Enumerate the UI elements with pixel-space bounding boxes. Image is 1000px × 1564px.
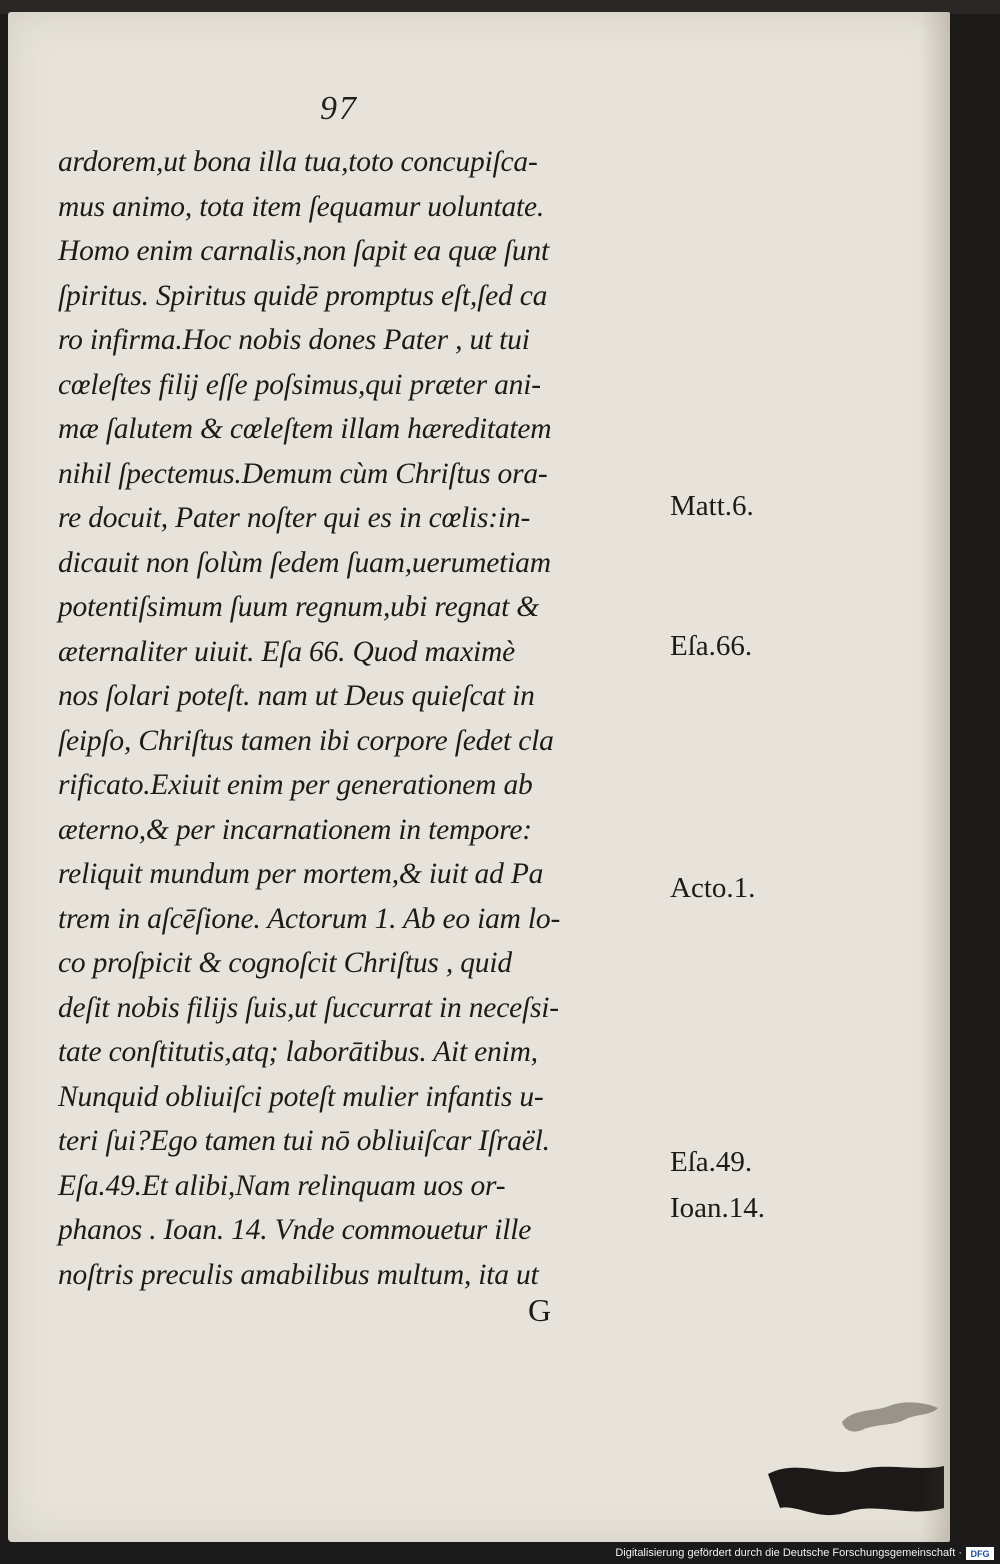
text-line: potentiſsimum ſuum regnum,ubi regnat & [58, 591, 540, 623]
text-line: ſeipſo, Chriſtus tamen ibi corpore ſedet cla [58, 724, 554, 757]
margin-note: Eſa.49. [670, 1146, 753, 1178]
signature-mark: G [528, 1292, 552, 1328]
dfg-logo-text: DFG [970, 1549, 990, 1559]
text-line: deſit nobis filijs ſuis,ut ſuccurrat in neceſsi- [58, 991, 559, 1024]
text-line: æterno,& per incarnationem in tempore: [58, 813, 532, 846]
page-damage-icon [758, 1448, 948, 1528]
book-page [8, 12, 950, 1542]
text-line: tate conſtitutis,atq; laborātibus. Ait enim, [58, 1036, 538, 1068]
footer-bar [0, 1544, 1000, 1564]
text-line: teri ſui?Ego tamen tui nō obliuiſcar Iſraël. [58, 1125, 550, 1157]
text-line: nihil ſpectemus.Demum cùm Chriſtus ora- [58, 457, 548, 490]
text-line: phanos . Ioan. 14. Vnde commouetur ille [58, 1214, 532, 1246]
footer-credit: Digitalisierung gefördert durch die Deutsche Forschungsgemeinschaft · [615, 1547, 962, 1559]
margin-note: Matt.6. [670, 490, 754, 522]
text-line: re docuit, Pater noſter qui es in cœlis:in- [58, 502, 531, 534]
text-line: Nunquid obliuiſci poteſt mulier infantis u- [58, 1080, 544, 1113]
text-line: noſtris preculis amabilibus multum, ita ut [58, 1258, 539, 1291]
text-line: co proſpicit & cognoſcit Chriſtus , quid [58, 947, 512, 979]
margin-note: Ioan.14. [670, 1192, 766, 1224]
dfg-logo-icon [966, 1547, 994, 1560]
text-line: rificato.Exiuit enim per generationem ab [58, 769, 533, 801]
text-line: dicauit non ſolùm ſedem ſuam,uerumetiam [58, 546, 551, 579]
body-text [58, 140, 658, 1297]
margin-note: Acto.1. [670, 872, 756, 904]
text-line: Eſa.49.Et alibi,Nam relinquam uos or- [58, 1169, 506, 1202]
text-line: trem in aſcēſione. Actorum 1. Ab eo iam lo- [58, 902, 561, 935]
page-number: 97 [320, 90, 358, 127]
text-line: ro infirma.Hoc nobis dones Pater , ut tui [58, 324, 530, 356]
text-line: æternaliter uiuit. Eſa 66. Quod maximè [58, 635, 515, 668]
margin-note: Eſa.66. [670, 630, 753, 662]
text-line: mus animo, tota item ſequamur uoluntate. [58, 190, 545, 223]
text-line: ardorem,ut bona illa tua,toto concupiſca- [58, 146, 538, 178]
text-line: ſpiritus. Spiritus quidē promptus eſt,ſed ca [58, 279, 548, 312]
ink-smudge-icon [834, 1388, 944, 1438]
text-line: Homo enim carnalis,non ſapit ea quæ ſunt [58, 235, 550, 267]
text-line: cœleſtes filij eſſe poſsimus,qui præter ani- [58, 368, 541, 401]
text-line: nos ſolari poteſt. nam ut Deus quieſcat in [58, 680, 535, 712]
text-line: mæ ſalutem & cœleſtem illam hæreditatem [58, 413, 552, 445]
text-line: reliquit mundum per mortem,& iuit ad Pa [58, 858, 544, 890]
